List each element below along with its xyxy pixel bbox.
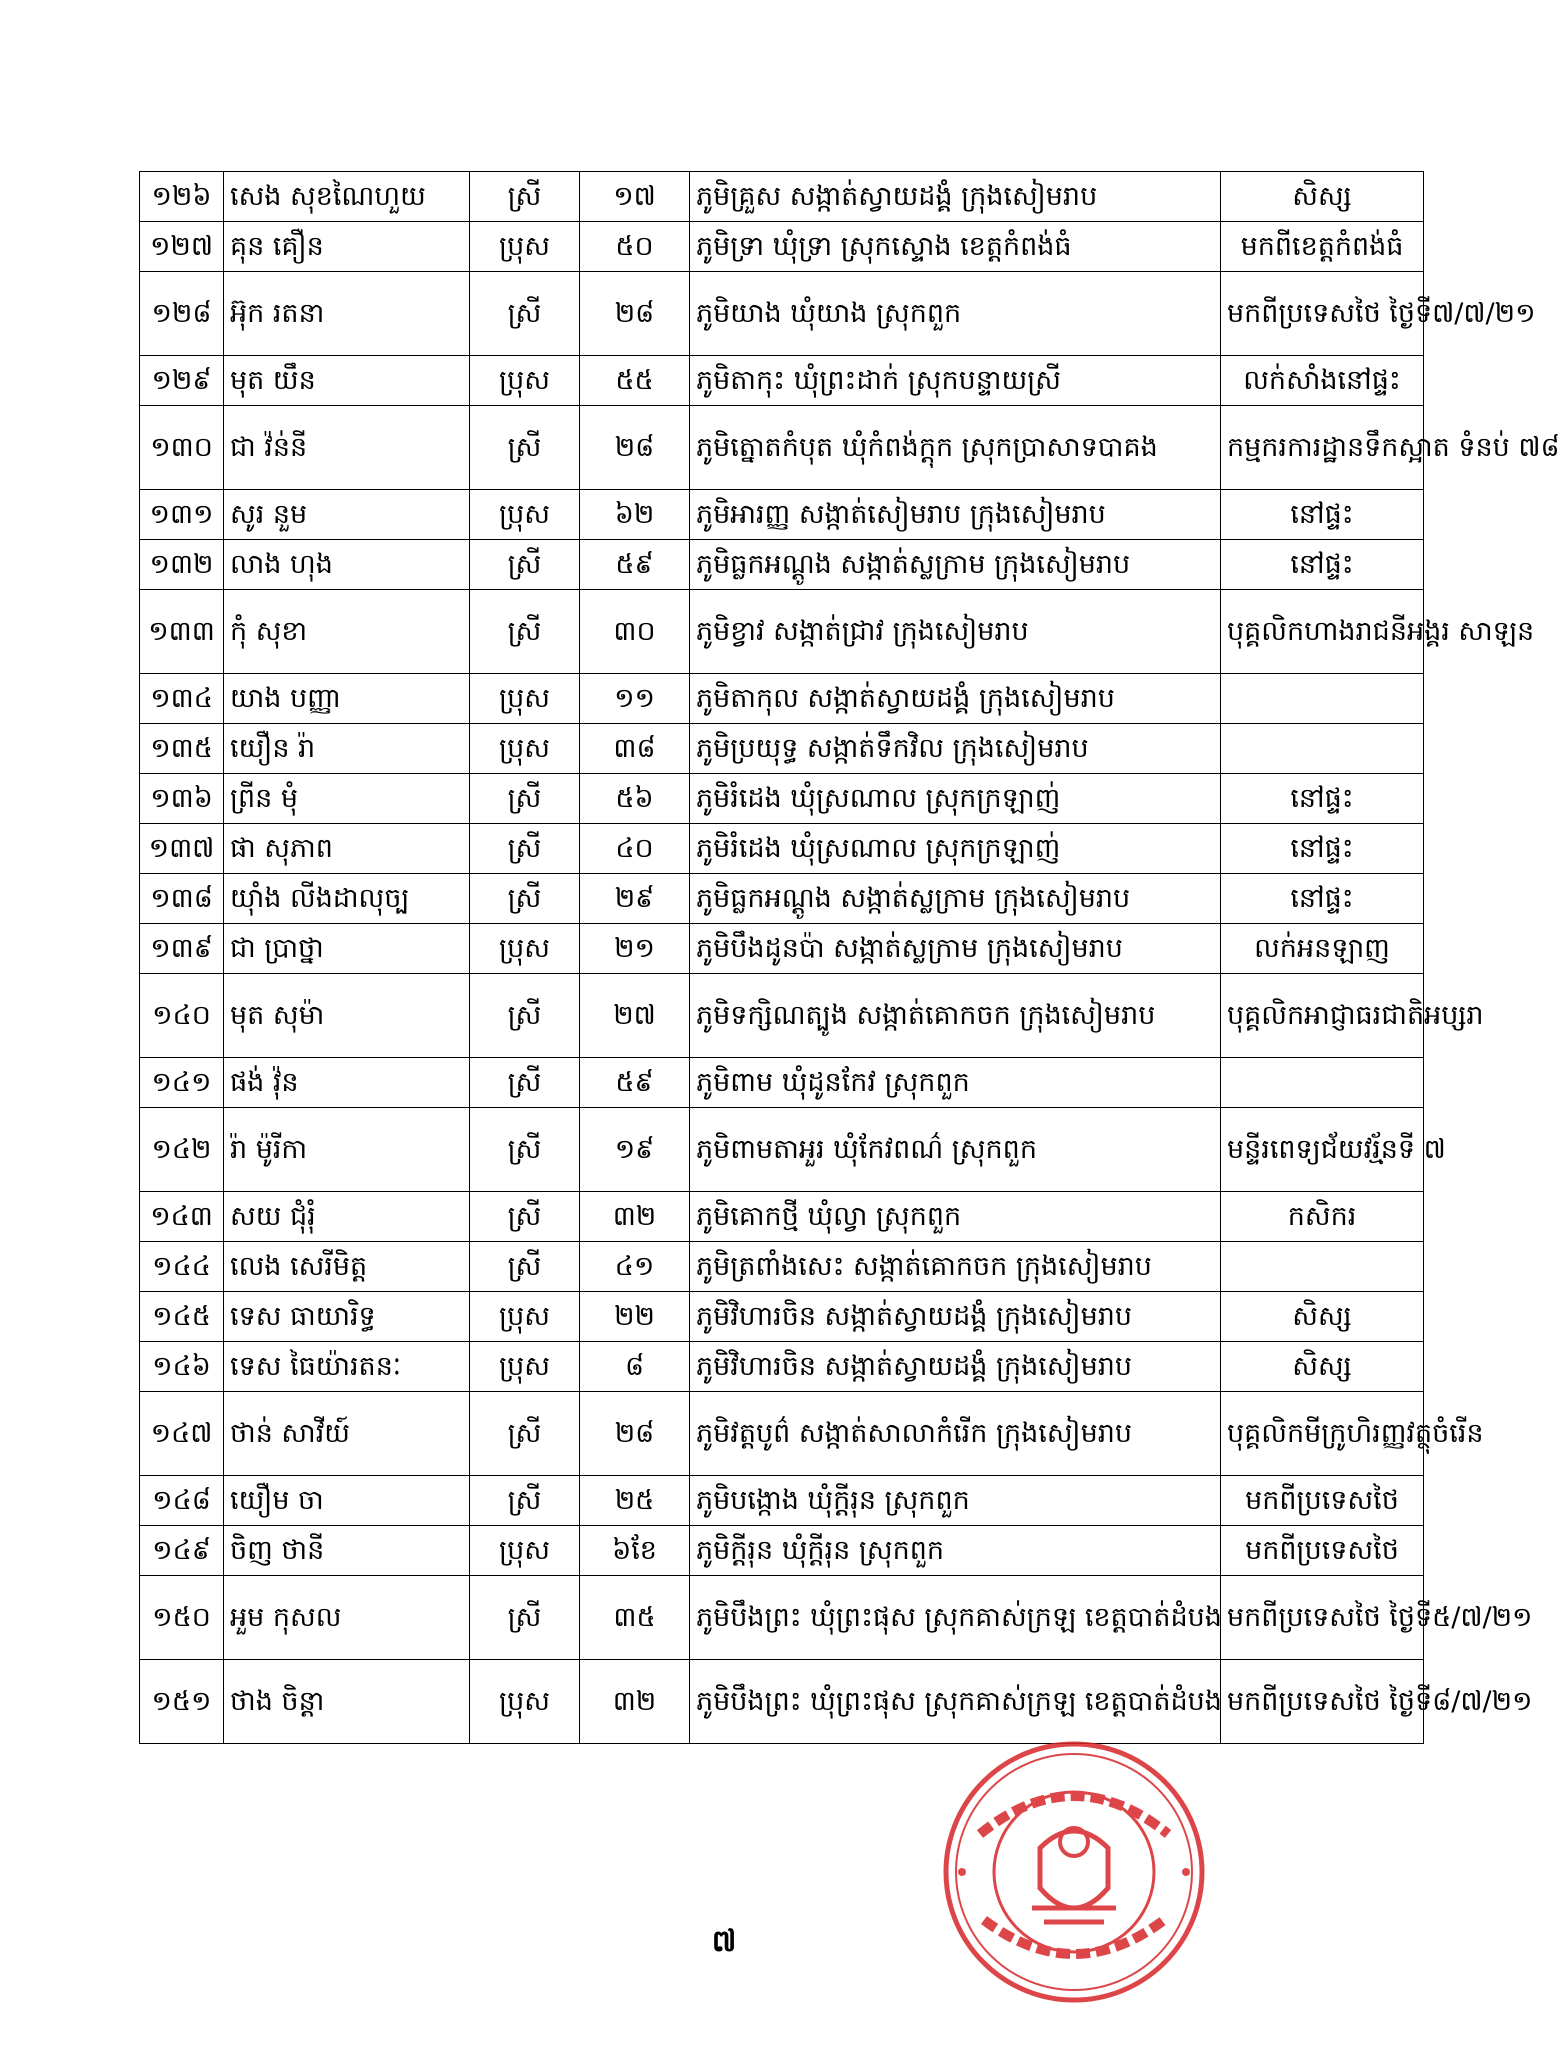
address-cell: ភូមិបឹងព្រះ ឃុំព្រះផុស ស្រុកគាស់ក្រឡ ខេត្តបាត់ដំបង bbox=[690, 1660, 1221, 1744]
table-row bbox=[140, 540, 1424, 590]
person-name-cell: លាង ហុង bbox=[224, 540, 470, 590]
age-cell: ៤១ bbox=[580, 1242, 690, 1292]
note-cell: បុគ្គលិកហាងរាជនីអង្គរ សាឡន bbox=[1221, 590, 1424, 674]
row-number-cell: ១២៨ bbox=[140, 272, 224, 356]
row-number-cell: ១៣៦ bbox=[140, 774, 224, 824]
address-cell: ភូមិធ្លកអណ្ដូង សង្កាត់ស្លក្រាម ក្រុងសៀមរាប bbox=[690, 540, 1221, 590]
sex-cell: ប្រុស bbox=[470, 490, 580, 540]
address-cell: ភូមិតាកុះ ឃុំព្រះដាក់ ស្រុកបន្ទាយស្រី bbox=[690, 356, 1221, 406]
note-cell: នៅផ្ទះ bbox=[1221, 774, 1424, 824]
table-row bbox=[140, 974, 1424, 1058]
row-number-cell: ១៣៥ bbox=[140, 724, 224, 774]
note-cell: បុគ្គលិកអាជ្ញាធរជាតិអប្សរា bbox=[1221, 974, 1424, 1058]
age-cell: ២៧ bbox=[580, 974, 690, 1058]
age-cell: ៥៩ bbox=[580, 540, 690, 590]
age-cell: ៣៨ bbox=[580, 724, 690, 774]
sex-cell: ប្រុស bbox=[470, 222, 580, 272]
age-cell: ៣០ bbox=[580, 590, 690, 674]
row-number-cell: ១៣៩ bbox=[140, 924, 224, 974]
table-row bbox=[140, 1526, 1424, 1576]
sex-cell: ស្រី bbox=[470, 1392, 580, 1476]
table-row bbox=[140, 674, 1424, 724]
person-name-cell: សូរ នួម bbox=[224, 490, 470, 540]
table-row bbox=[140, 1476, 1424, 1526]
sex-cell: ប្រុស bbox=[470, 924, 580, 974]
person-name-cell: ផា សុភាព bbox=[224, 824, 470, 874]
address-cell: ភូមិប្រយុទ្ធ សង្កាត់ទឹកវិល ក្រុងសៀមរាប bbox=[690, 724, 1221, 774]
person-name-cell: កុំ សុខា bbox=[224, 590, 470, 674]
age-cell: ៣២ bbox=[580, 1192, 690, 1242]
note-cell: មកពីខេត្តកំពង់ធំ bbox=[1221, 222, 1424, 272]
row-number-cell: ១៤១ bbox=[140, 1058, 224, 1108]
age-cell: ១៧ bbox=[580, 172, 690, 222]
table-row bbox=[140, 774, 1424, 824]
note-cell: មកពីប្រទេសថៃ ថ្ងៃទី៥/៧/២១ bbox=[1221, 1576, 1424, 1660]
address-cell: ភូមិពាម ឃុំដូនកែវ ស្រុកពួក bbox=[690, 1058, 1221, 1108]
address-cell: ភូមិបឹងដូនប៉ា សង្កាត់ស្លក្រាម ក្រុងសៀមរាប bbox=[690, 924, 1221, 974]
address-cell: ភូមិគោកថ្មី ឃុំល្វា ស្រុកពួក bbox=[690, 1192, 1221, 1242]
person-name-cell: យ៉ាំង លីងដាលុច្ប bbox=[224, 874, 470, 924]
patient-table bbox=[139, 171, 1560, 1744]
age-cell: ១១ bbox=[580, 674, 690, 724]
address-cell: ភូមិវិហារចិន សង្កាត់ស្វាយដង្គំ ក្រុងសៀមរាប bbox=[690, 1342, 1221, 1392]
sex-cell: ស្រី bbox=[470, 272, 580, 356]
row-number-cell: ១៣៣ bbox=[140, 590, 224, 674]
age-cell: ២៨ bbox=[580, 406, 690, 490]
note-cell: សិស្ស bbox=[1221, 1292, 1424, 1342]
person-name-cell: យឿន រ៉ា bbox=[224, 724, 470, 774]
person-name-cell: រ៉ា ម៉ូរីកា bbox=[224, 1108, 470, 1192]
row-number-cell: ១២៦ bbox=[140, 172, 224, 222]
sex-cell: ស្រី bbox=[470, 774, 580, 824]
person-name-cell: ព្រីន មុំ bbox=[224, 774, 470, 824]
note-cell: នៅផ្ទះ bbox=[1221, 824, 1424, 874]
person-name-cell: សេង សុខណៃហួយ bbox=[224, 172, 470, 222]
row-number-cell: ១៤៦ bbox=[140, 1342, 224, 1392]
note-cell: មកពីប្រទេសថៃ ថ្ងៃទី៧/៧/២១ bbox=[1221, 272, 1424, 356]
table-row bbox=[140, 1576, 1424, 1660]
note-cell: មកពីប្រទេសថៃ bbox=[1221, 1526, 1424, 1576]
sex-cell: ស្រី bbox=[470, 874, 580, 924]
note-cell: សិស្ស bbox=[1221, 1342, 1424, 1392]
address-cell: ភូមិតាកុល សង្កាត់ស្វាយដង្គំ ក្រុងសៀមរាប bbox=[690, 674, 1221, 724]
row-number-cell: ១២៧ bbox=[140, 222, 224, 272]
table-row bbox=[140, 1108, 1424, 1192]
person-name-cell: យឿម ចា bbox=[224, 1476, 470, 1526]
row-number-cell: ១២៩ bbox=[140, 356, 224, 406]
age-cell: ៨ bbox=[580, 1342, 690, 1392]
row-number-cell: ១៤៨ bbox=[140, 1476, 224, 1526]
note-cell: មកពីប្រទេសថៃ bbox=[1221, 1476, 1424, 1526]
note-cell bbox=[1221, 1242, 1424, 1292]
age-cell: ២២ bbox=[580, 1292, 690, 1342]
address-cell: ភូមិត្នោតកំបុត ឃុំកំពង់ក្ដុក ស្រុកប្រាសាទបាគង bbox=[690, 406, 1221, 490]
table-row bbox=[140, 1342, 1424, 1392]
age-cell: ៣៥ bbox=[580, 1576, 690, 1660]
row-number-cell: ១៤៣ bbox=[140, 1192, 224, 1242]
sex-cell: ប្រុស bbox=[470, 724, 580, 774]
row-number-cell: ១៤២ bbox=[140, 1108, 224, 1192]
age-cell: ២៩ bbox=[580, 874, 690, 924]
address-cell: ភូមិអារញ្ញ សង្កាត់សៀមរាប ក្រុងសៀមរាប bbox=[690, 490, 1221, 540]
table-row bbox=[140, 490, 1424, 540]
note-cell: នៅផ្ទះ bbox=[1221, 874, 1424, 924]
table-row bbox=[140, 724, 1424, 774]
table-row bbox=[140, 1660, 1424, 1744]
address-cell: ភូមិបឹងព្រះ ឃុំព្រះផុស ស្រុកគាស់ក្រឡ ខេត្តបាត់ដំបង bbox=[690, 1576, 1221, 1660]
person-name-cell: អ៊ុក រតនា bbox=[224, 272, 470, 356]
sex-cell: ស្រី bbox=[470, 590, 580, 674]
note-cell: នៅផ្ទះ bbox=[1221, 540, 1424, 590]
age-cell: ៦ខែ bbox=[580, 1526, 690, 1576]
sex-cell: ប្រុស bbox=[470, 1526, 580, 1576]
person-name-cell: ចិញ ថានី bbox=[224, 1526, 470, 1576]
age-cell: ២៥ bbox=[580, 1476, 690, 1526]
person-name-cell: ទេស ធៃយ៉ារតនៈ bbox=[224, 1342, 470, 1392]
age-cell: ៥០ bbox=[580, 222, 690, 272]
sex-cell: ស្រី bbox=[470, 1242, 580, 1292]
note-cell bbox=[1221, 1058, 1424, 1108]
age-cell: ៥៦ bbox=[580, 774, 690, 824]
address-cell: ភូមិទក្សិណត្បូង សង្កាត់គោកចក ក្រុងសៀមរាប bbox=[690, 974, 1221, 1058]
table-row bbox=[140, 1292, 1424, 1342]
address-cell: ភូមិក្ដីរុន ឃុំក្ដីរុន ស្រុកពួក bbox=[690, 1526, 1221, 1576]
sex-cell: ប្រុស bbox=[470, 1292, 580, 1342]
sex-cell: ស្រី bbox=[470, 824, 580, 874]
note-cell: លក់អនឡាញ bbox=[1221, 924, 1424, 974]
address-cell: ភូមិបង្កោង ឃុំក្ដីរុន ស្រុកពួក bbox=[690, 1476, 1221, 1526]
person-name-cell: អួម កុសល bbox=[224, 1576, 470, 1660]
sex-cell: ប្រុស bbox=[470, 1342, 580, 1392]
row-number-cell: ១៤៥ bbox=[140, 1292, 224, 1342]
row-number-cell: ១៣០ bbox=[140, 406, 224, 490]
address-cell: ភូមិយាង ឃុំយាង ស្រុកពួក bbox=[690, 272, 1221, 356]
person-name-cell: លេង សេរីមិត្ត bbox=[224, 1242, 470, 1292]
sex-cell: ស្រី bbox=[470, 1476, 580, 1526]
note-cell: នៅផ្ទះ bbox=[1221, 490, 1424, 540]
age-cell: ៥៥ bbox=[580, 356, 690, 406]
table-row bbox=[140, 222, 1424, 272]
table-row bbox=[140, 272, 1424, 356]
address-cell: ភូមិត្រពាំងសេះ សង្កាត់គោកចក ក្រុងសៀមរាប bbox=[690, 1242, 1221, 1292]
table-row bbox=[140, 924, 1424, 974]
note-cell: បុគ្គលិកមីក្រូហិរញ្ញវត្ថុចំរើន bbox=[1221, 1392, 1424, 1476]
person-name-cell: ថាន់ សាវីយ៍ bbox=[224, 1392, 470, 1476]
sex-cell: ស្រី bbox=[470, 974, 580, 1058]
table-row bbox=[140, 824, 1424, 874]
row-number-cell: ១៥១ bbox=[140, 1660, 224, 1744]
person-name-cell: សយ ជុំរុំ bbox=[224, 1192, 470, 1242]
sex-cell: ប្រុស bbox=[470, 356, 580, 406]
address-cell: ភូមិពាមតាអួរ ឃុំកែវពណ៌ ស្រុកពួក bbox=[690, 1108, 1221, 1192]
note-cell: លក់សាំងនៅផ្ទះ bbox=[1221, 356, 1424, 406]
address-cell: ភូមិវត្តបូព៌ សង្កាត់សាលាកំរើក ក្រុងសៀមរាប bbox=[690, 1392, 1221, 1476]
note-cell: កម្មករការដ្ឋានទឹកស្អាត ទំនប់ ៧៨ bbox=[1221, 406, 1424, 490]
table-row bbox=[140, 1192, 1424, 1242]
sex-cell: ប្រុស bbox=[470, 674, 580, 724]
row-number-cell: ១៤៩ bbox=[140, 1526, 224, 1576]
age-cell: ៤០ bbox=[580, 824, 690, 874]
table-row bbox=[140, 1058, 1424, 1108]
table-row bbox=[140, 356, 1424, 406]
person-name-cell: ជា វ៉ន់នី bbox=[224, 406, 470, 490]
person-name-cell: ជា ប្រាថ្នា bbox=[224, 924, 470, 974]
row-number-cell: ១៣១ bbox=[140, 490, 224, 540]
sex-cell: ស្រី bbox=[470, 1576, 580, 1660]
age-cell: ៦២ bbox=[580, 490, 690, 540]
note-cell: សិស្ស bbox=[1221, 172, 1424, 222]
sex-cell: ស្រី bbox=[470, 406, 580, 490]
age-cell: ៥៩ bbox=[580, 1058, 690, 1108]
row-number-cell: ១៤៧ bbox=[140, 1392, 224, 1476]
person-name-cell: យាង បញ្ញា bbox=[224, 674, 470, 724]
age-cell: ២៨ bbox=[580, 1392, 690, 1476]
row-number-cell: ១៣៤ bbox=[140, 674, 224, 724]
person-name-cell: ថាង ចិន្ដា bbox=[224, 1660, 470, 1744]
row-number-cell: ១៣៧ bbox=[140, 824, 224, 874]
note-cell bbox=[1221, 724, 1424, 774]
age-cell: ៣២ bbox=[580, 1660, 690, 1744]
address-cell: ភូមិរំដេង ឃុំស្រណាល ស្រុកក្រឡាញ់ bbox=[690, 774, 1221, 824]
official-seal-icon bbox=[940, 1738, 1208, 2006]
age-cell: ២៨ bbox=[580, 272, 690, 356]
person-name-cell: មុត យឹន bbox=[224, 356, 470, 406]
table-row bbox=[140, 1242, 1424, 1292]
note-cell bbox=[1221, 674, 1424, 724]
person-name-cell: មុត សុម៉ា bbox=[224, 974, 470, 1058]
age-cell: ១៩ bbox=[580, 1108, 690, 1192]
note-cell: មកពីប្រទេសថៃ ថ្ងៃទី៨/៧/២១ bbox=[1221, 1660, 1424, 1744]
page-number: ៧ bbox=[711, 1924, 737, 1959]
sex-cell: ស្រី bbox=[470, 1058, 580, 1108]
sex-cell: ស្រី bbox=[470, 1108, 580, 1192]
table-row bbox=[140, 1392, 1424, 1476]
row-number-cell: ១៤៤ bbox=[140, 1242, 224, 1292]
note-cell: មន្ទីរពេទ្យជ័យវរ្ម័នទី ៧ bbox=[1221, 1108, 1424, 1192]
table-row bbox=[140, 874, 1424, 924]
row-number-cell: ១៤០ bbox=[140, 974, 224, 1058]
address-cell: ភូមិគ្រួស សង្កាត់ស្វាយដង្គំ ក្រុងសៀមរាប bbox=[690, 172, 1221, 222]
person-name-cell: ផង់ វ៉ុន bbox=[224, 1058, 470, 1108]
sex-cell: ស្រី bbox=[470, 172, 580, 222]
row-number-cell: ១៣២ bbox=[140, 540, 224, 590]
row-number-cell: ១៣៨ bbox=[140, 874, 224, 924]
age-cell: ២១ bbox=[580, 924, 690, 974]
row-number-cell: ១៥០ bbox=[140, 1576, 224, 1660]
sex-cell: ស្រី bbox=[470, 1192, 580, 1242]
sex-cell: ស្រី bbox=[470, 540, 580, 590]
address-cell: ភូមិវិហារចិន សង្កាត់ស្វាយដង្គំ ក្រុងសៀមរាប bbox=[690, 1292, 1221, 1342]
table-body bbox=[140, 172, 1560, 1744]
table-row bbox=[140, 406, 1424, 490]
table-row bbox=[140, 590, 1424, 674]
address-cell: ភូមិរំដេង ឃុំស្រណាល ស្រុកក្រឡាញ់ bbox=[690, 824, 1221, 874]
person-name-cell: ទេស ធាយារិទ្ធ bbox=[224, 1292, 470, 1342]
sex-cell: ប្រុស bbox=[470, 1660, 580, 1744]
note-cell: កសិករ bbox=[1221, 1192, 1424, 1242]
address-cell: ភូមិធ្លកអណ្ដូង សង្កាត់ស្លក្រាម ក្រុងសៀមរាប bbox=[690, 874, 1221, 924]
address-cell: ភូមិខ្វាវ សង្កាត់ជ្រាវ ក្រុងសៀមរាប bbox=[690, 590, 1221, 674]
table-row bbox=[140, 172, 1424, 222]
person-name-cell: គុន គឿន bbox=[224, 222, 470, 272]
address-cell: ភូមិទ្រា ឃុំទ្រា ស្រុកស្ទោង ខេត្តកំពង់ធំ bbox=[690, 222, 1221, 272]
